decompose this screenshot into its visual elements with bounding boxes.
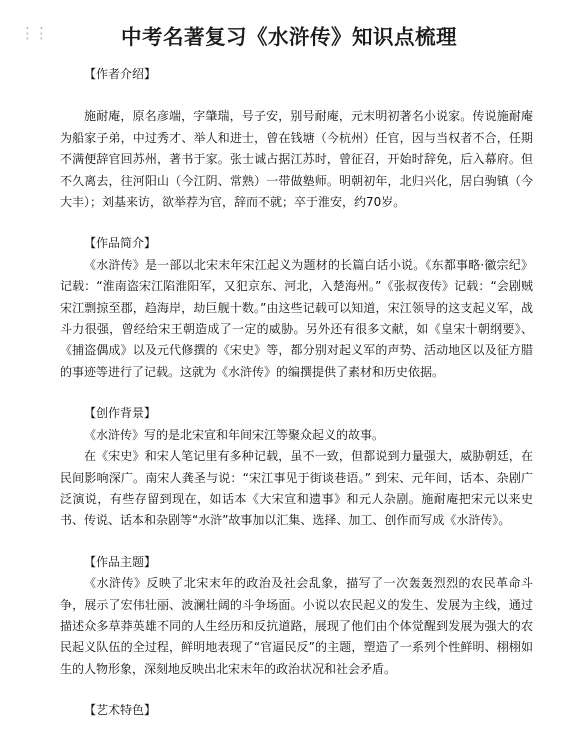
section-art: [60, 700, 533, 721]
drag-handle-icon[interactable]: ⋮⋮: [20, 24, 48, 42]
document-body: [60, 64, 533, 742]
paragraph: 《水浒传》反映了北宋末年的政治及社会乱象，描写了一次轰轰烈烈的农民革命斗争，展示了宏伟壮丽、波澜壮阔的斗争场面。小说以农民起义的发生、发展为主线，通过描述众多草莽英雄不同的人生经历和反抗道路，展现了他们由个体觉醒到发展为强大的农民起义队伍的全过程，鲜明地表现了“官逼民反”的主题，塑造了一系列个性鲜明、栩栩如生的人物形象，深刻地反映出北宋末年的政治状况和社会矛盾。: [60, 576, 533, 676]
section-heading: 【创作背景】: [84, 406, 157, 421]
paragraph: 在《宋史》和宋人笔记里有多种记载，虽不一致，但都说到力量强大，威胁朝廷，在民间影响深广。南宋人龚圣与说：“宋江事见于街谈巷语。” 到宋、元年间，话本、杂剧广泛演说，有些存留到现在，如话本《大宋宣和遗事》和元人杂剧。施耐庵把宋元以来史书、传说、话本和杂剧等“水浒”故事加以汇集、选择、加工、创作而写成《水浒传》。: [60, 449, 533, 528]
paragraph: [60, 85, 533, 106]
paragraph: 《水浒传》是一部以北宋末年宋江起义为题材的长篇白话小说。《东都事略·徽宗纪》记载：“淮南盗宋江陷淮阳军，又犯京东、河北，入楚海州。”《张叔夜传》记载：“会剧贼宋江剽掠至郡，趋海岸，劫巨舰十数。”由这些记载可以知道，宋江领导的这支起义军，战斗力很强，曾经给宋王朝造成了一定的威胁。另外还有很多文献，如《皇宋十朝纲要》、《捕盗偶成》以及元代修撰的《宋史》等，都分别对起义军的声势、活动地区以及征方腊的事迹等进行了记载。这就为《水浒传》的编撰提供了素材和历史依据。: [60, 257, 533, 379]
section-author: [60, 64, 533, 213]
paragraph: 施耐庵，原名彦端，字肇瑞，号子安，别号耐庵，元末明初著名小说家。传说施耐庵为船家子弟，中过秀才、举人和进士，曾在钱塘（今杭州）任官，因与当权者不合，任期不满便辞官回苏州，著书于家。张士诚占据江苏时，曾征召，开始时辞免，后入幕府。但不久离去，往河阳山（今江阴、常熟）一带做塾师。明朝初年，北归兴化，居白驹镇（今大丰）；刘基来访，欲举荐为官，辞而不就；卒于淮安，约70岁。: [60, 109, 533, 210]
section-intro: [60, 233, 533, 383]
section-heading: 【作者介绍】: [84, 67, 157, 81]
section-heading: 【作品主题】: [84, 554, 157, 569]
paragraph: 《水浒传》写的是北宋宣和年间宋江等聚众起义的故事。: [84, 427, 385, 442]
section-heading: 【艺术特色】: [84, 703, 157, 718]
section-theme: [60, 552, 533, 680]
section-background: [60, 403, 533, 531]
document-title: 中考名著复习《水浒传》知识点梳理: [121, 25, 457, 49]
section-heading: 【作品简介】: [84, 236, 157, 251]
